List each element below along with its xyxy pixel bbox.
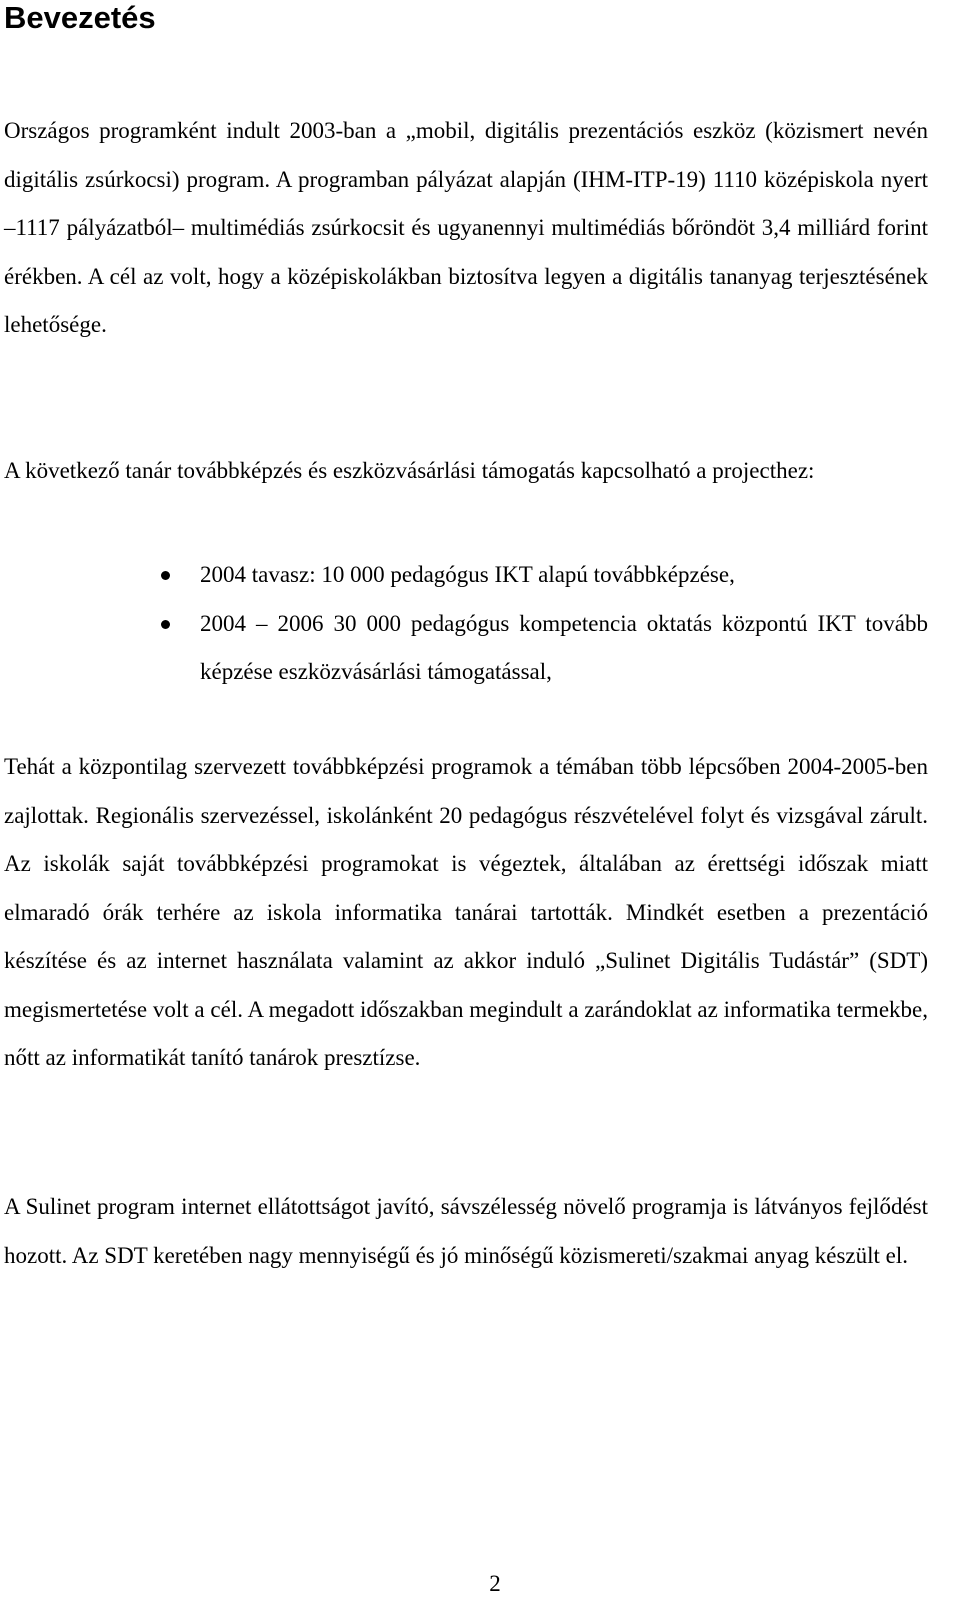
bullet-item xyxy=(155,551,928,600)
paragraph-intro: Országos programként indult 2003-ban a „mobil, digitális prezentációs eszköz (közismert nevén digitális zsúrkocsi) program. A programban pályázat alapján (IHM-ITP-19) 1110 középiskola nyert –1117 pályázatból– multimédiás zsúrkocsit és ugyanennyi multimédiás bőröndöt 3,4 milliárd forint érékben. A cél az volt, hogy a középiskolákban biztosítva legyen a digitális tananyag terjesztésének lehetősége. xyxy=(4,118,928,337)
bullet-icon xyxy=(161,620,170,629)
bullet-list xyxy=(155,551,928,697)
bullet-text: 2004 tavasz: 10 000 pedagógus IKT alapú továbbképzése, xyxy=(200,562,735,587)
page-number: 2 xyxy=(489,1571,501,1596)
paragraph-sulinet: A Sulinet program internet ellátottságot javító, sávszélesség növelő programja is látványos fejlődést hozott. Az SDT keretében nagy mennyiségű és jó minőségű közismereti/szakmai anyag készült el. xyxy=(4,1194,928,1268)
section-heading: Bevezetés xyxy=(4,0,156,35)
bullet-text: 2004 – 2006 30 000 pedagógus kompetencia oktatás központú IKT tovább képzése eszközvásárlási támogatással, xyxy=(200,610,928,684)
bullet-icon xyxy=(161,571,170,580)
paragraph-training: Tehát a központilag szervezett továbbképzési programok a témában több lépcsőben 2004-2005-ben zajlottak. Regionális szervezéssel, iskolánként 20 pedagógus részvételével folyt és vizsgával zárult. Az iskolák saját továbbképzési programokat is végeztek, általában az érettségi időszak miatt elmaradó órák terhére az iskola informatika tanárai tartották. Mindkét esetben a prezentáció készítése és az internet használata valamint az akkor induló „Sulinet Digitális Tudástár” (SDT) megismertetése volt a cél. A megadott időszakban megindult a zarándoklat az informatika termekbe, nőtt az informatikát tanító tanárok presztízse. xyxy=(4,754,928,1070)
paragraph-support-intro: A következő tanár továbbképzés és eszközvásárlási támogatás kapcsolható a projecthez: xyxy=(4,458,815,483)
bullet-item xyxy=(155,600,928,697)
